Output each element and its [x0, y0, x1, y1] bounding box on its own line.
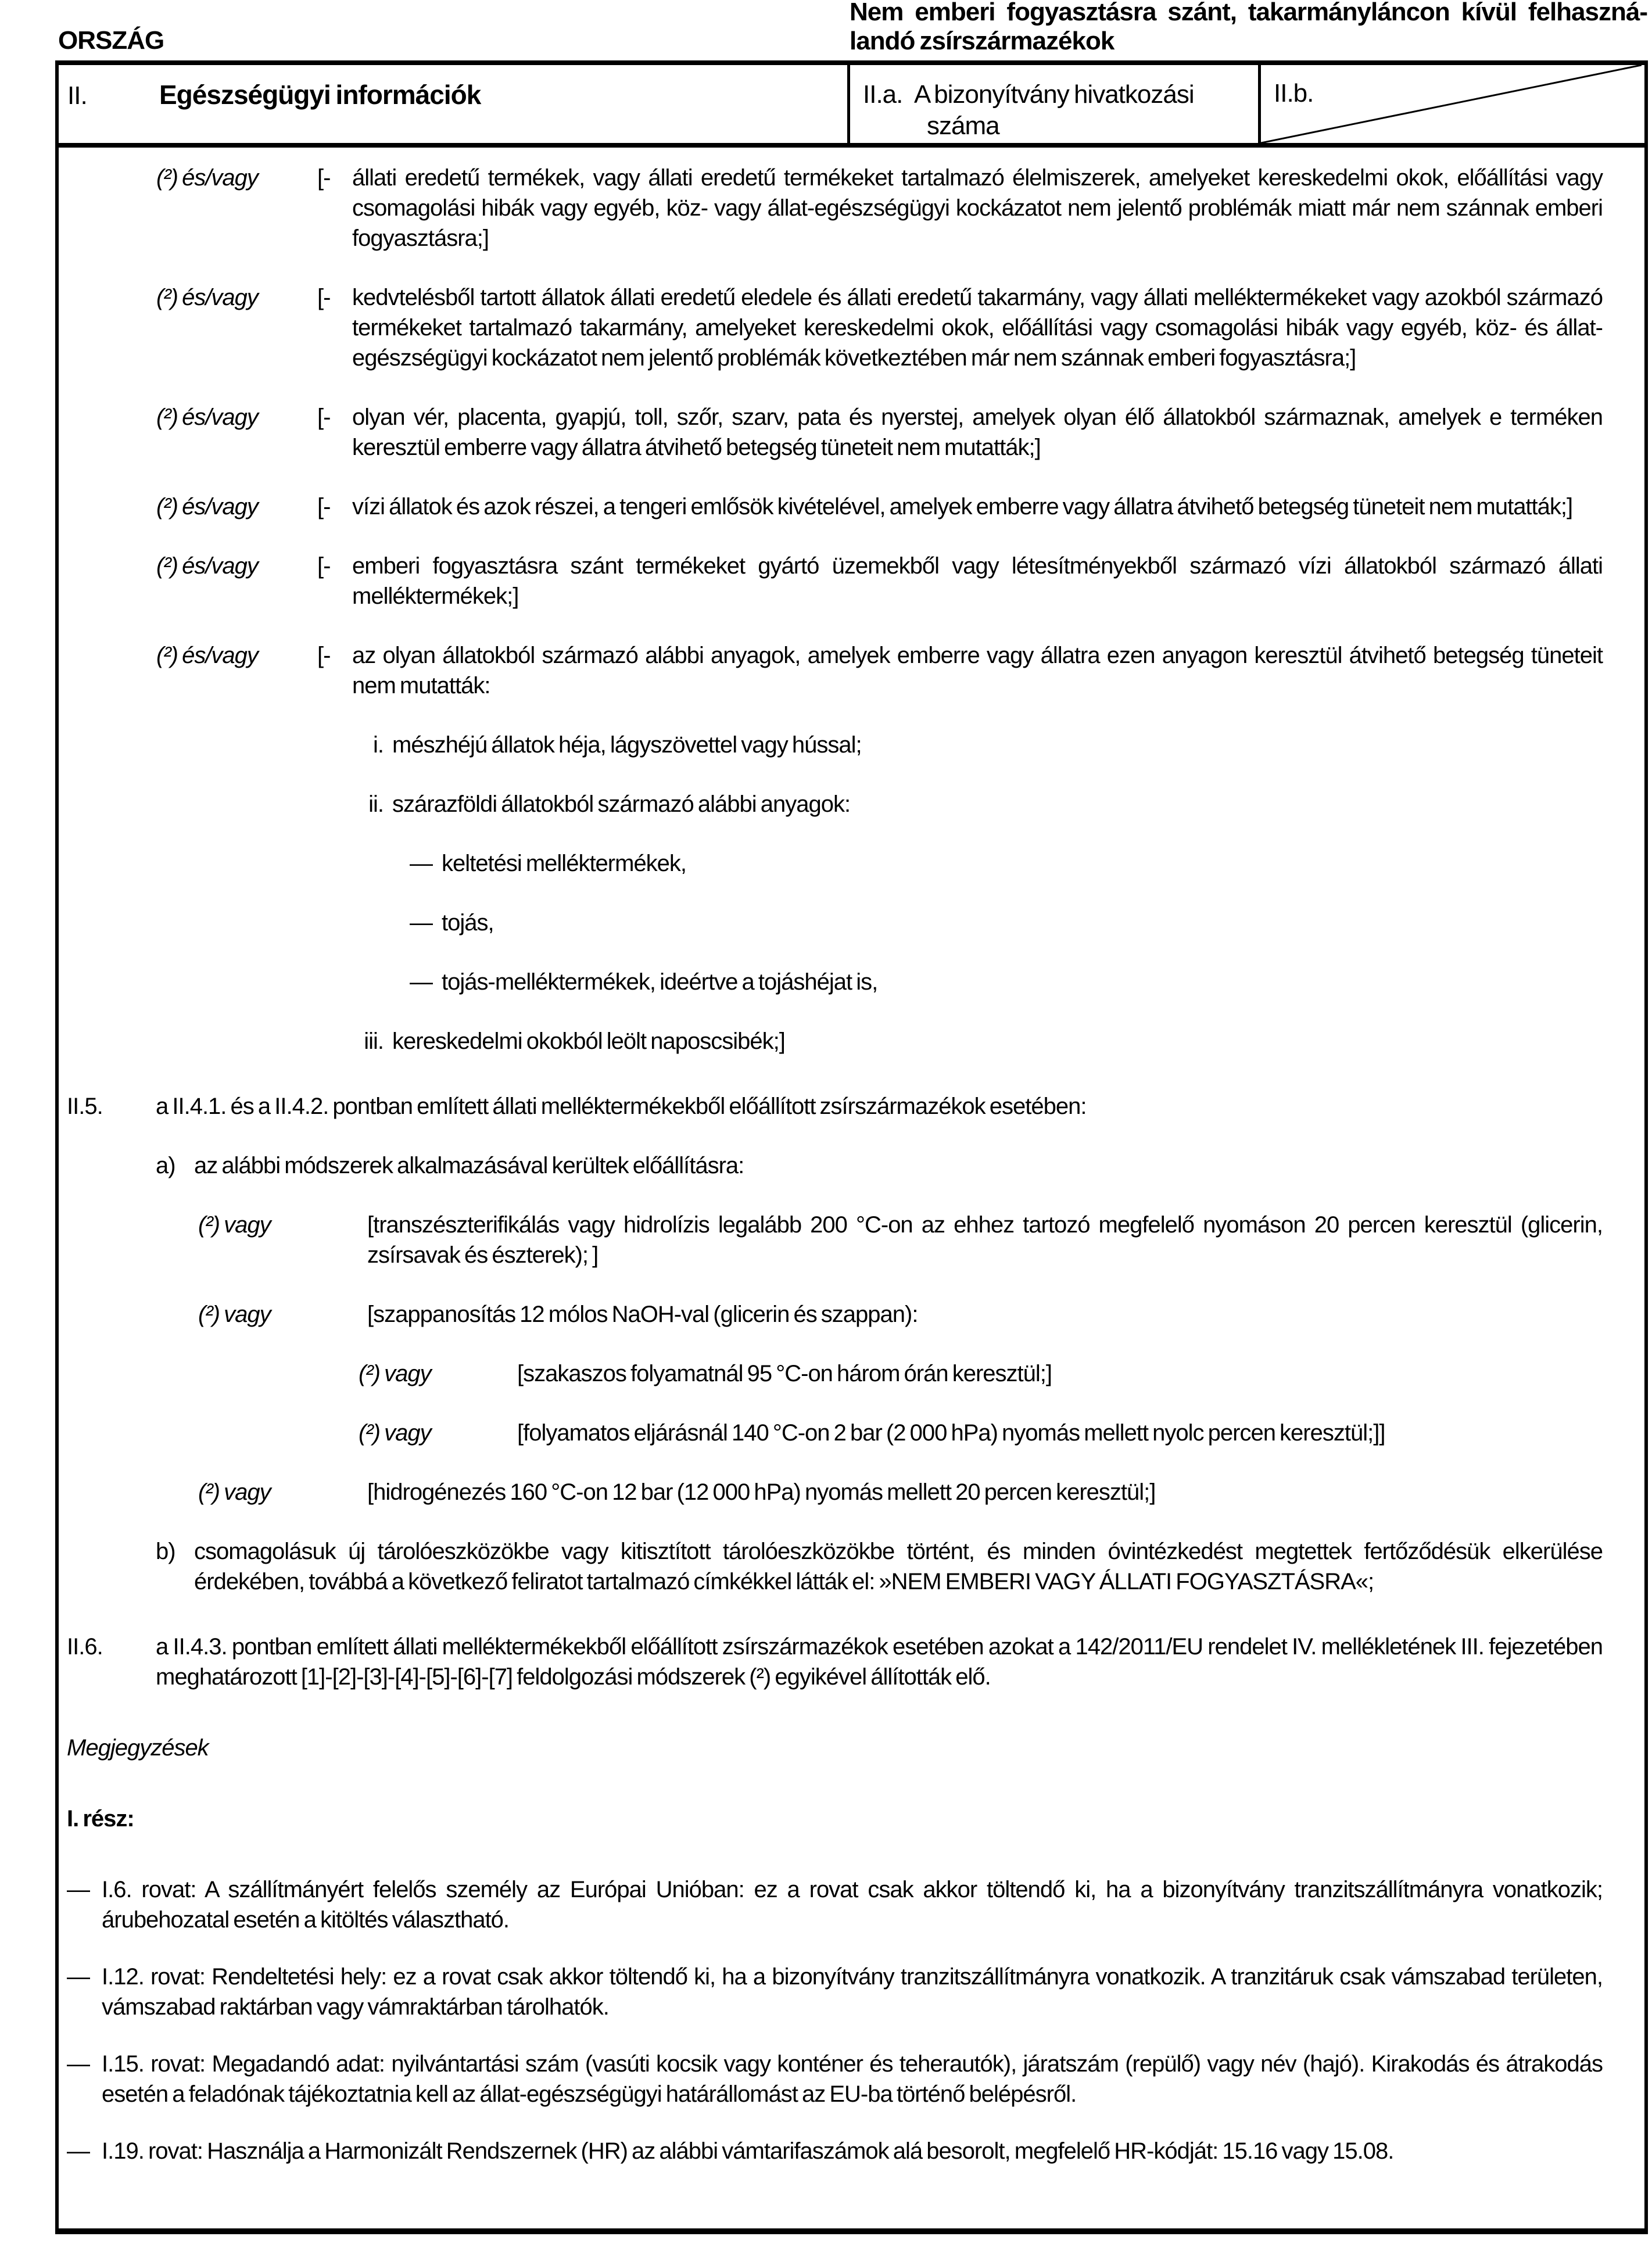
header-cell-iib: [1261, 65, 1642, 143]
header-cell-health-info: [59, 65, 850, 143]
list-item-text: tojás,: [442, 910, 494, 936]
dash-list-item: [410, 908, 1644, 938]
roman-numeral: iii.: [364, 1028, 384, 1054]
page-header: [0, 0, 1652, 56]
bracket-marker: [-: [317, 285, 331, 310]
andor-row: [156, 163, 1644, 253]
note-row: [67, 2136, 1644, 2166]
bracket-marker: [-: [317, 643, 331, 668]
roman-list-item: [349, 789, 1644, 819]
health-information-cell: [59, 148, 1644, 2228]
paragraph-text: [szakaszos folyamatnál 95 °C-on három órán keresztül;]: [517, 1361, 1052, 1386]
vagy-label: (²) vagy: [359, 1361, 431, 1386]
header-cell-number: II.: [67, 81, 87, 110]
roman-numeral: ii.: [368, 791, 384, 817]
section-number: II.6.: [67, 1634, 103, 1660]
paragraph-text: [hidrogénezés 160 °C-on 12 bar (12 000 hPa) nyomás mellett 20 percen keresztül;]: [367, 1479, 1156, 1505]
vagy-row: [198, 1299, 1644, 1329]
paragraph-text: az olyan állatokból származó alábbi anyagok, amelyek emberre vagy állatra ezen anyagon keresztül átvihető betegség tüneteit nem mutatták:: [352, 643, 1603, 698]
table-header-row: [59, 65, 1644, 148]
note-text: I.6. rovat: A szállítmányért felelős személy az Európai Unióban: ez a rovat csak akkor töltendő ki, ha a bizonyítvány tranzitszállítmányra vonatkozik; árubehozatal esetén a kitöltés választható.: [102, 1877, 1603, 1933]
document-title: Nem emberi fogyasztásra szánt, takarmányláncon kívül felhasználandó zsírszármazékok: [850, 0, 1648, 55]
section-row-ii6: [67, 1632, 1644, 1692]
header-cell-label: A bizonyítvány hivatkozási száma: [914, 80, 1194, 140]
diagonal-line: [1261, 65, 1642, 143]
andor-row: [156, 282, 1644, 373]
roman-numeral: i.: [373, 732, 384, 758]
list-item-text: szárazföldi állatokból származó alábbi anyagok:: [392, 791, 851, 817]
list-item-text: mészhéjú állatok héja, lágyszövettel vagy hússal;: [392, 732, 862, 758]
header-cell-label: II.b.: [1274, 79, 1314, 107]
certificate-table: [55, 60, 1648, 2234]
andor-label: (²) és/vagy: [156, 643, 258, 668]
vagy-label: (²) vagy: [359, 1420, 431, 1446]
paragraph-text: [transzészterifikálás vagy hidrolízis legalább 200 °C-on az ehhez tartozó megfelelő nyomáson 20 percen keresztül (glicerin, zsírsavak és észterek); ]: [367, 1212, 1603, 1268]
paragraph-text: olyan vér, placenta, gyapjú, toll, szőr, szarv, pata és nyerstej, amelyek olyan élő állatokból származnak, amelyek e terméken keresztül emberre vagy állatra átvihető betegség tüneteit nem mutatták;]: [352, 404, 1603, 460]
andor-row: [156, 402, 1644, 463]
paragraph-text: állati eredetű termékek, vagy állati eredetű termékeket tartalmazó élelmiszerek, amelyeket kereskedelmi okok, előállítási vagy csomagolási hibák vagy egyéb, köz- vagy állat-egészségügyi kockázatot nem jelentő problémák miatt már nem szánnak emberi fogyasztásra;]: [352, 165, 1603, 251]
list-item-text: tojás-melléktermékek, ideértve a tojáshéjat is,: [442, 969, 878, 995]
dash-marker: —: [67, 2051, 89, 2077]
subitem-text: az alábbi módszerek alkalmazásával kerültek előállításra:: [194, 1153, 744, 1178]
andor-label: (²) és/vagy: [156, 494, 258, 519]
bracket-marker: [-: [317, 494, 331, 519]
vagy-nested-row: [359, 1418, 1644, 1448]
part-heading: I. rész:: [67, 1806, 134, 1832]
andor-label: (²) és/vagy: [156, 553, 258, 579]
note-row: [67, 1962, 1644, 2022]
dash-list-item: [410, 848, 1644, 879]
section-text: a II.4.3. pontban említett állati melléktermékekből előállított zsírszármazékok esetében azokat a 142/2011/EU rendelet IV. mellékletének III. fejezetében meghatározott [1]-[2]-[3]-[4]-[5]-[6]-[7] feldolgozási módszerek (²) egyikével állították elő.: [156, 1634, 1603, 1690]
dash-marker: —: [67, 2138, 89, 2164]
section-number: II.5.: [67, 1094, 103, 1119]
paragraph-text: emberi fogyasztásra szánt termékeket gyártó üzemekből vagy létesítményekből származó vízi állatokból származó állati melléktermékek;]: [352, 553, 1603, 609]
note-row: [67, 1875, 1644, 1935]
paragraph-text: [szappanosítás 12 mólos NaOH-val (glicerin és szappan):: [367, 1302, 918, 1327]
andor-label: (²) és/vagy: [156, 285, 258, 310]
note-text: I.19. rovat: Használja a Harmonizált Rendszernek (HR) az alábbi vámtarifaszámok alá besorolt, megfelelő HR-kódját: 15.16 vagy 15.08.: [102, 2138, 1394, 2164]
subitem-marker: a): [156, 1153, 175, 1178]
country-label: ORSZÁG: [58, 26, 164, 55]
header-cell-ref-number: [850, 65, 1261, 143]
dash-list-item: [410, 967, 1644, 997]
andor-label: (²) és/vagy: [156, 404, 258, 430]
list-item-text: keltetési melléktermékek,: [442, 851, 687, 876]
roman-list-item: [349, 730, 1644, 760]
andor-label: (²) és/vagy: [156, 165, 258, 191]
andor-row: [156, 492, 1644, 522]
andor-row: [156, 640, 1644, 701]
dash-marker: —: [410, 969, 432, 995]
subitem-marker: b): [156, 1539, 175, 1564]
dash-marker: —: [67, 1877, 89, 1902]
bracket-marker: [-: [317, 404, 331, 430]
subitem-a-row: [156, 1151, 1644, 1181]
bracket-marker: [-: [317, 553, 331, 579]
vagy-nested-row: [359, 1359, 1644, 1389]
vagy-label: (²) vagy: [198, 1302, 271, 1327]
dash-marker: —: [410, 910, 432, 936]
roman-list-item: [349, 1026, 1644, 1056]
dash-marker: —: [410, 851, 432, 876]
paragraph-text: kedvtelésből tartott állatok állati eredetű eledele és állati eredetű takarmány, vagy állati melléktermékeket vagy azokból származó termékeket tartalmazó takarmány, amelyeket kereskedelmi okok, előállítási vagy csomagolási hibák vagy egyéb, köz- és állat-egészségügyi kockázatot nem jelentő problémák következtében már nem szánnak emberi fogyasztásra;]: [352, 285, 1603, 371]
note-text: I.12. rovat: Rendeltetési hely: ez a rovat csak akkor töltendő ki, ha a bizonyítvány tranzitszállítmányra vonatkozik. A tranzitáruk csak vámszabad területen, vámszabad raktárban vagy vámraktárban tárolhatók.: [102, 1964, 1603, 2020]
paragraph-text: [folyamatos eljárásnál 140 °C-on 2 bar (2 000 hPa) nyomás mellett nyolc percen keresztül;]]: [517, 1420, 1385, 1446]
vagy-label: (²) vagy: [198, 1212, 271, 1238]
list-item-text: kereskedelmi okokból leölt naposcsibék;]: [392, 1028, 785, 1054]
section-text: a II.4.1. és a II.4.2. pontban említett állati melléktermékekből előállított zsírszármazékok esetében:: [156, 1094, 1087, 1119]
notes-heading: Megjegyzések: [67, 1735, 209, 1761]
dash-marker: —: [67, 1964, 89, 1990]
vagy-row: [198, 1477, 1644, 1507]
vagy-row: [198, 1210, 1644, 1270]
note-row: [67, 2049, 1644, 2109]
subitem-text: csomagolásuk új tárolóeszközökbe vagy kitisztított tárolóeszközökbe történt, és minden óvintézkedést megtettek fertőződésük elkerülése érdekében, továbbá a következő feliratot tartalmazó címkékkel látták el: »NEM EMBERI VAGY ÁLLATI FOGYASZTÁSRA«;: [194, 1539, 1603, 1594]
note-text: I.15. rovat: Megadandó adat: nyilvántartási szám (vasúti kocsik vagy konténer és teherautók), járatszám (repülő) vagy név (hajó). Kirakodás és átrakodás esetén a feladónak tájékoztatnia kell az állat-egészségügyi határállomást az EU-ba történő belépésről.: [102, 2051, 1603, 2107]
section-row-ii5: [67, 1091, 1644, 1121]
header-cell-label: Egészségügyi információk: [159, 80, 481, 110]
bracket-marker: [-: [317, 165, 331, 191]
andor-row: [156, 551, 1644, 611]
paragraph-text: vízi állatok és azok részei, a tengeri emlősök kivételével, amelyek emberre vagy állatra átvihető betegség tüneteit nem mutatták;]: [352, 494, 1573, 519]
header-cell-number: II.a.: [863, 80, 903, 109]
subitem-b-row: [156, 1536, 1644, 1597]
vagy-label: (²) vagy: [198, 1479, 271, 1505]
